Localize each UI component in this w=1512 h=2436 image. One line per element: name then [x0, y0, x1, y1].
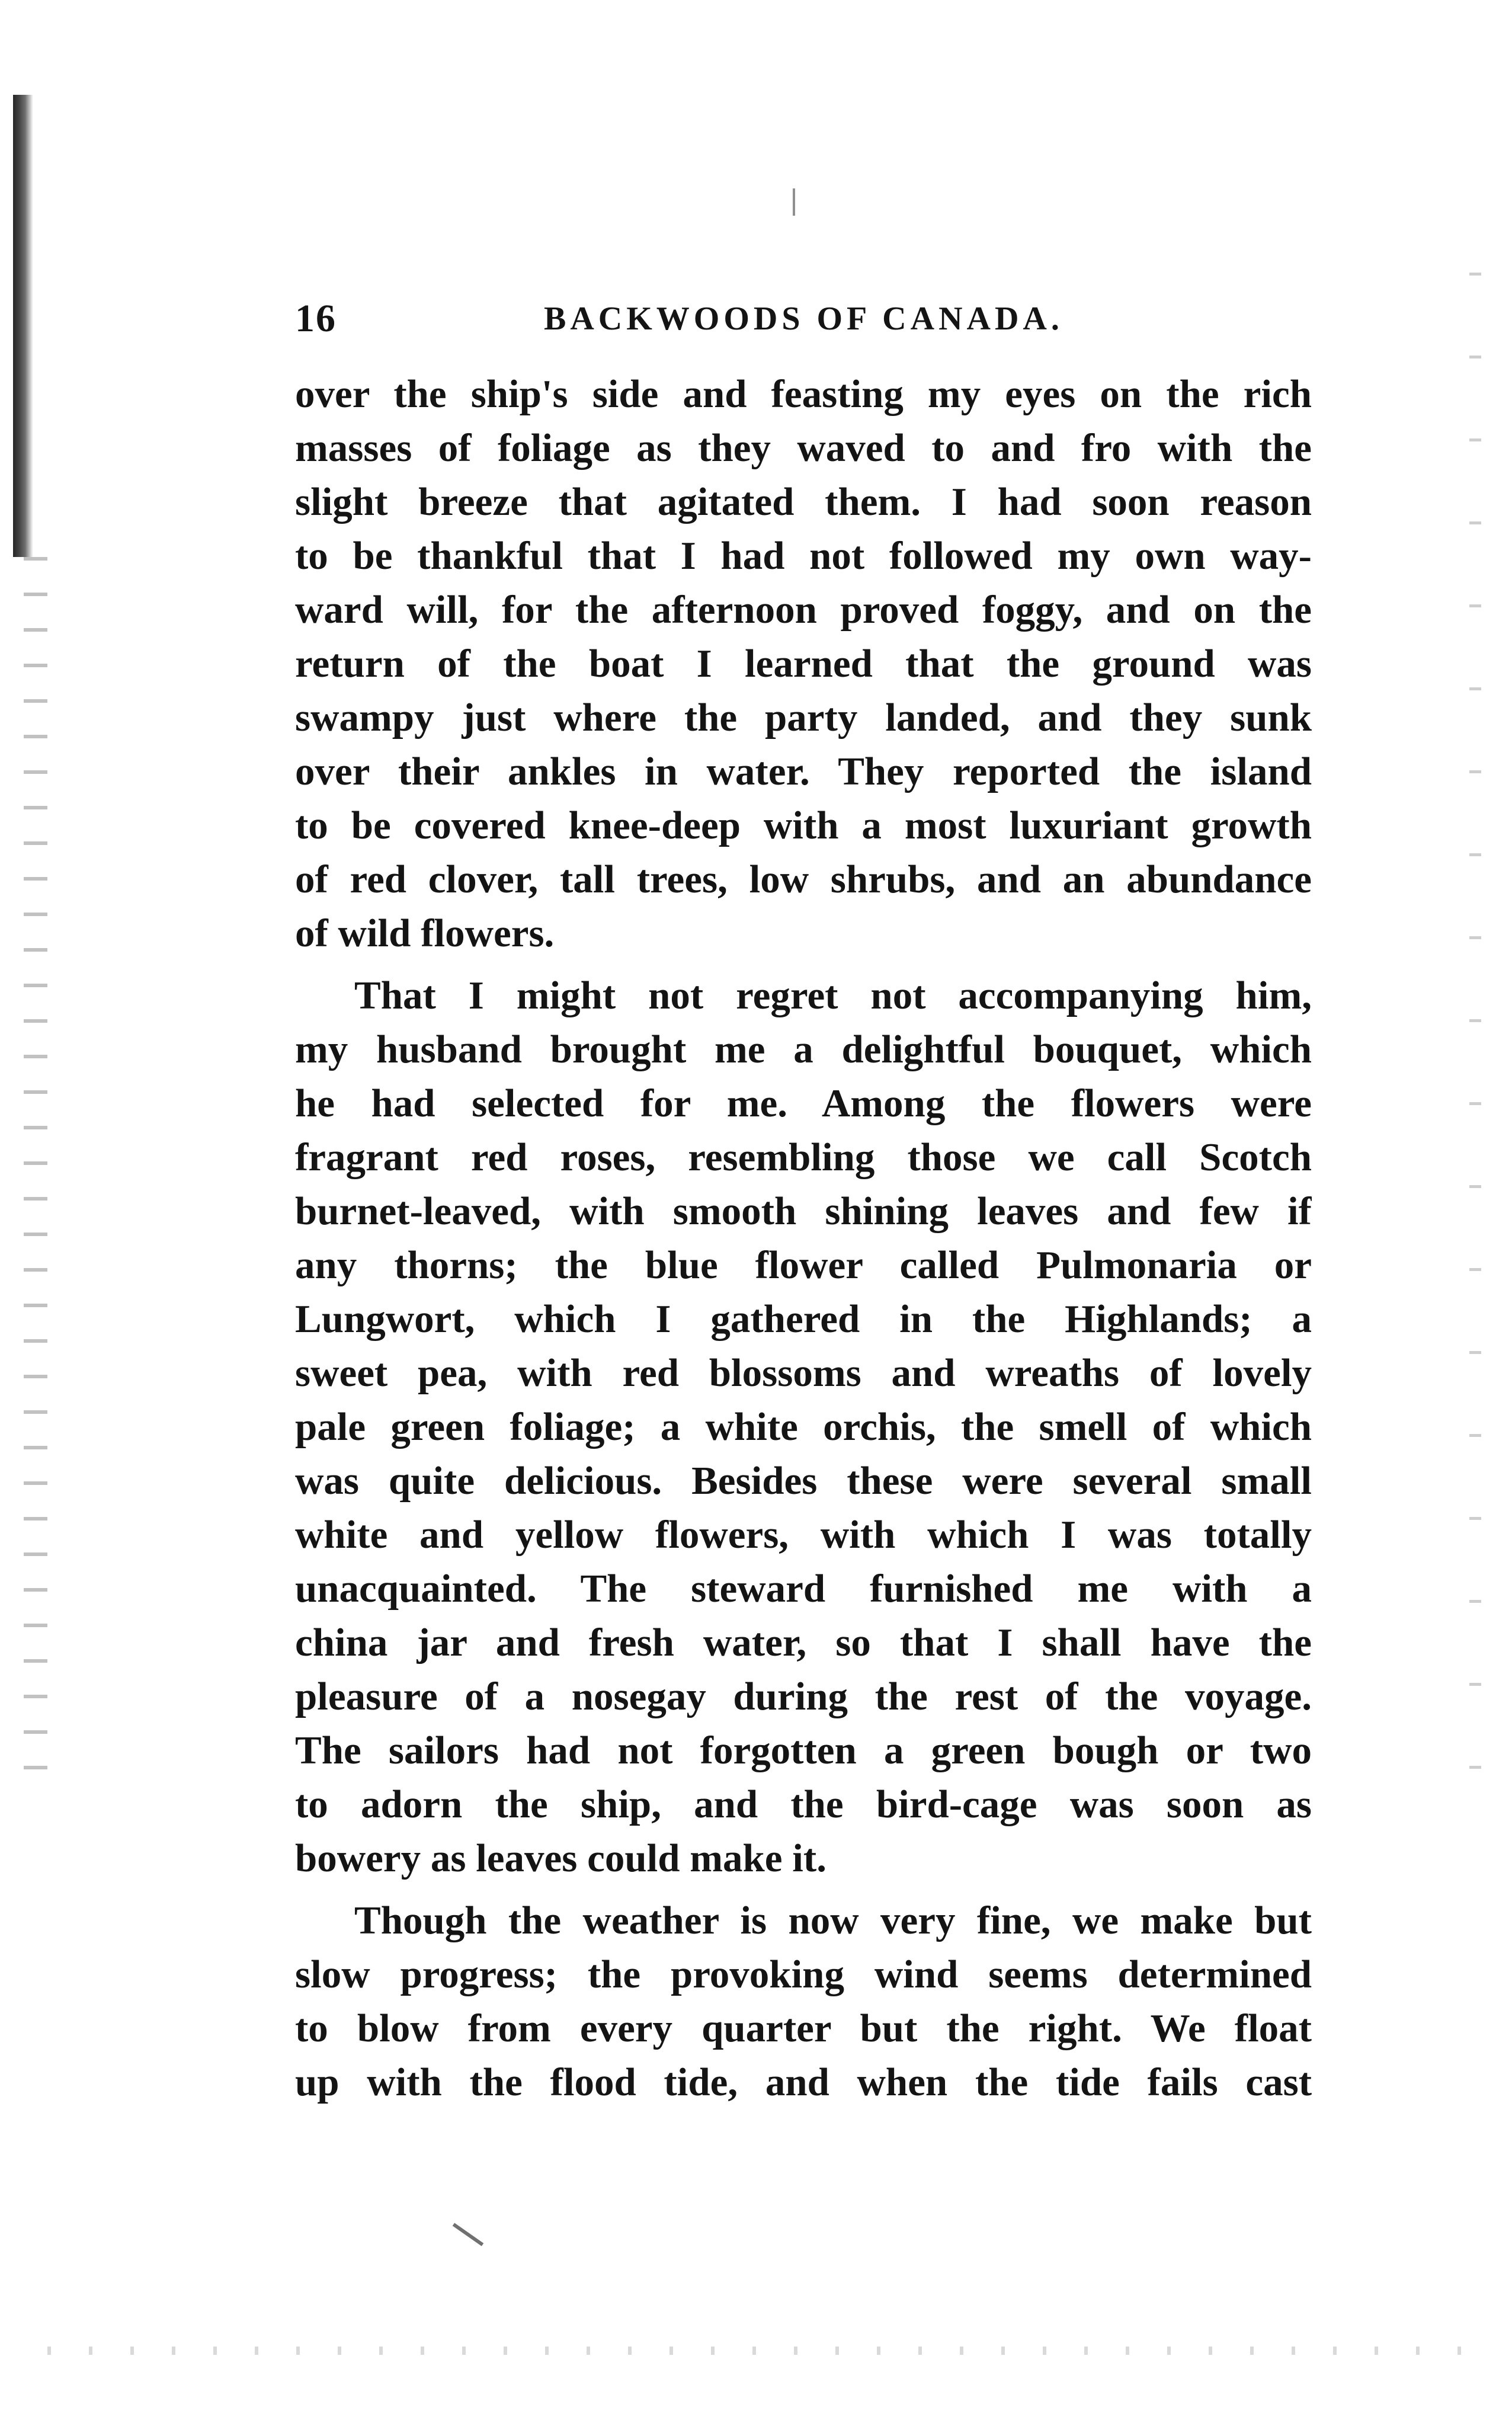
text-line: over their ankles in water. They reported the island	[295, 750, 1312, 793]
text-line: burnet-leaved, with smooth shining leaves and few if	[295, 1189, 1312, 1233]
page-number: 16	[295, 297, 337, 340]
paragraph-gap	[295, 961, 1312, 969]
scan-bottom-specks	[47, 2347, 1469, 2355]
text-line: return of the boat I learned that the ground was	[295, 642, 1312, 686]
scan-right-specks	[1469, 273, 1481, 1813]
text-line: to adorn the ship, and the bird-cage was soon as	[295, 1782, 1312, 1826]
paragraph-gap	[295, 1886, 1312, 1894]
text-line: any thorns; the blue flower called Pulmonaria or	[295, 1243, 1312, 1287]
text-line: pale green foliage; a white orchis, the smell of which	[295, 1405, 1312, 1449]
text-line: That I might not regret not accompanying him,	[354, 974, 1312, 1017]
text-line: up with the flood tide, and when the tide fails cast	[295, 2060, 1312, 2104]
text-line: bowery as leaves could make it.	[295, 1836, 827, 1880]
text-line: unacquainted. The steward furnished me with a	[295, 1567, 1312, 1611]
text-line: to blow from every quarter but the right. We float	[295, 2006, 1312, 2050]
scan-binding-shadow	[13, 95, 33, 557]
running-title: BACKWOODS OF CANADA.	[544, 300, 1063, 337]
scan-margin-specks	[24, 557, 47, 1801]
text-line: white and yellow flowers, with which I was totally	[295, 1513, 1312, 1557]
text-line: fragrant red roses, resembling those we call Scotch	[295, 1135, 1312, 1179]
text-line: china jar and fresh water, so that I shall have the	[295, 1621, 1312, 1664]
text-line: to be thankful that I had not followed my own way-	[295, 534, 1312, 578]
text-line: sweet pea, with red blossoms and wreaths of lovely	[295, 1351, 1312, 1395]
text-line: my husband brought me a delightful bouquet, which	[295, 1027, 1312, 1071]
scan-top-mark	[793, 188, 803, 216]
text-line: slow progress; the provoking wind seems determined	[295, 1952, 1312, 1996]
text-line: ward will, for the afternoon proved foggy, and on the	[295, 588, 1312, 632]
text-line: to be covered knee-deep with a most luxuriant growth	[295, 804, 1312, 847]
text-line: he had selected for me. Among the flowers were	[295, 1081, 1312, 1125]
text-line: of wild flowers.	[295, 911, 555, 955]
text-line: pleasure of a nosegay during the rest of the voyage.	[295, 1675, 1312, 1718]
text-line: slight breeze that agitated them. I had soon reason	[295, 480, 1312, 524]
text-line: was quite delicious. Besides these were several small	[295, 1459, 1312, 1503]
text-line: Lungwort, which I gathered in the Highlands; a	[295, 1297, 1312, 1341]
text-line: over the ship's side and feasting my eyes on the rich	[295, 372, 1312, 416]
running-head	[295, 289, 1312, 348]
text-line: masses of foliage as they waved to and fro with the	[295, 426, 1312, 470]
text-line: Though the weather is now very fine, we make but	[354, 1899, 1312, 1942]
text-line: swampy just where the party landed, and they sunk	[295, 696, 1312, 740]
text-line: The sailors had not forgotten a green bough or two	[295, 1728, 1312, 1772]
body-text	[295, 367, 1312, 2240]
text-line: of red clover, tall trees, low shrubs, and an abundance	[295, 857, 1312, 901]
